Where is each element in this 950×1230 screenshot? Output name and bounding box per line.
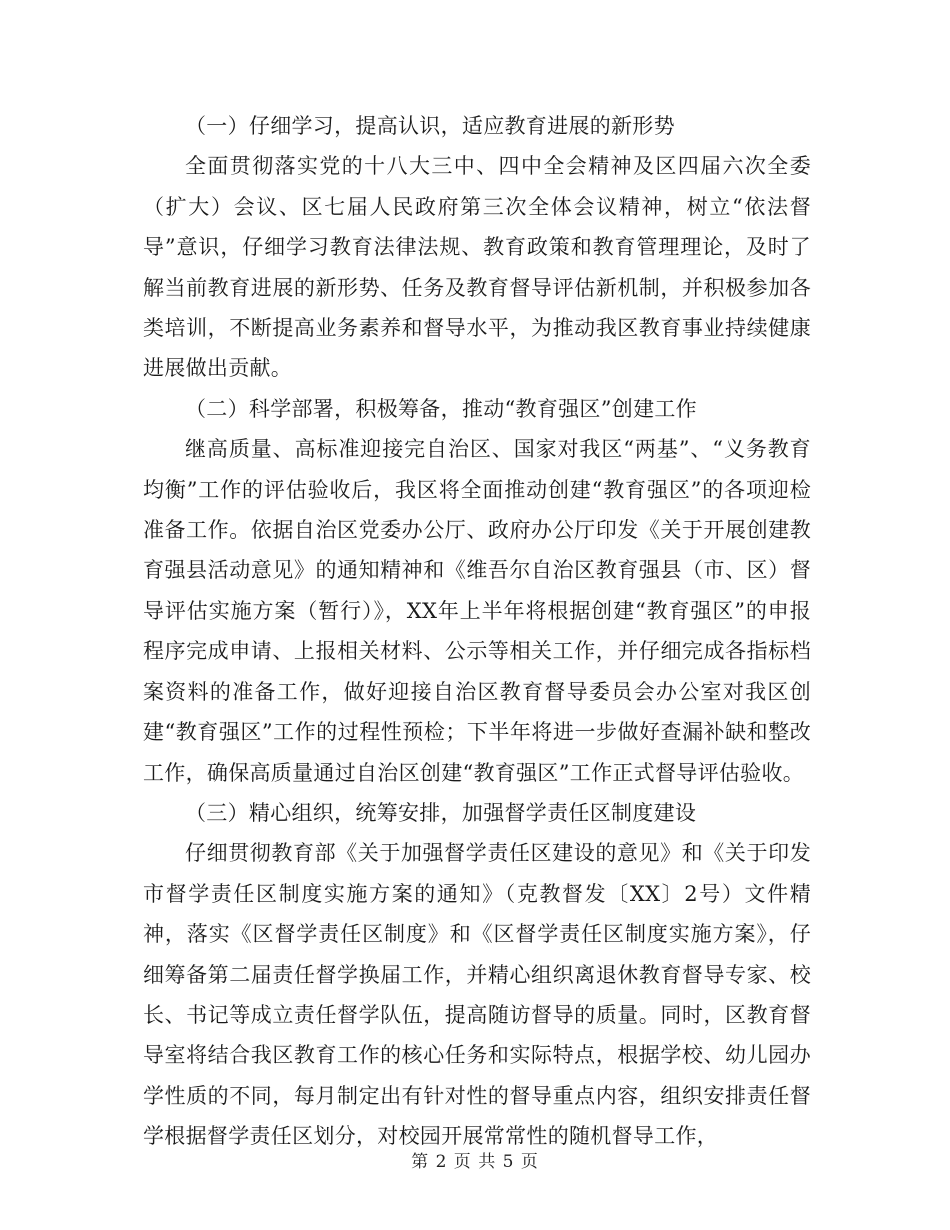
document-body bbox=[143, 106, 811, 1157]
section-paragraph-3: 仔细贯彻教育部《关于加强督学责任区建设的意见》和《关于印发市督学责任区制度实施方案的通知》（克教督发〔XX〕2号）文件精神，落实《区督学责任区制度》和《区督学责任区制度实施方案》，仔细筹备第二届责任督学换届工作，并精心组织离退休教育督导专家、校长、书记等成立责任督学队伍，提高随访督导的质量。同时，区教育督导室将结合我区教育工作的核心任务和实际特点，根据学校、幼儿园办学性质的不同，每月制定出有针对性的督导重点内容，组织安排责任督学根据督学责任区划分，对校园开展常常性的随机督导工作， bbox=[143, 841, 811, 1149]
section-heading-3: （三）精心组织，统筹安排，加强督学责任区制度建设 bbox=[185, 800, 697, 825]
section-paragraph-2: 继高质量、高标准迎接完自治区、国家对我区“两基”、“义务教育均衡”工作的评估验收后，我区将全面推动创建“教育强区”的各项迎检准备工作。依据自治区党委办公厅、政府办公厅印发《关于开展创建教育强县活动意见》的通知精神和《维吾尔自治区教育强县（市、区）督导评估实施方案（暂行）》，XX年上半年将根据创建“教育强区”的申报程序完成申请、上报相关材料、公示等相关工作，并仔细完成各指标档案资料的准备工作，做好迎接自治区教育督导委员会办公室对我区创建“教育强区”工作的过程性预检；下半年将进一步做好查漏补缺和整改工作，确保高质量通过自治区创建“教育强区”工作正式督导评估验收。 bbox=[143, 437, 811, 785]
section-heading-2: （二）科学部署，积极筹备，推动“教育强区”创建工作 bbox=[185, 396, 697, 421]
section-paragraph-1: 全面贯彻落实党的十八大三中、四中全会精神及区四届六次全委（扩大）会议、区七届人民政府第三次全体会议精神，树立“依法督导”意识，仔细学习教育法律法规、教育政策和教育管理理论，及时了解当前教育进展的新形势、任务及教育督导评估新机制，并积极参加各类培训，不断提高业务素养和督导水平，为推动我区教育事业持续健康进展做出贡献。 bbox=[143, 154, 811, 381]
page-footer: 第 2 页 共 5 页 bbox=[411, 1152, 539, 1172]
section-heading-1: （一）仔细学习，提高认识，适应教育进展的新形势 bbox=[185, 114, 675, 138]
